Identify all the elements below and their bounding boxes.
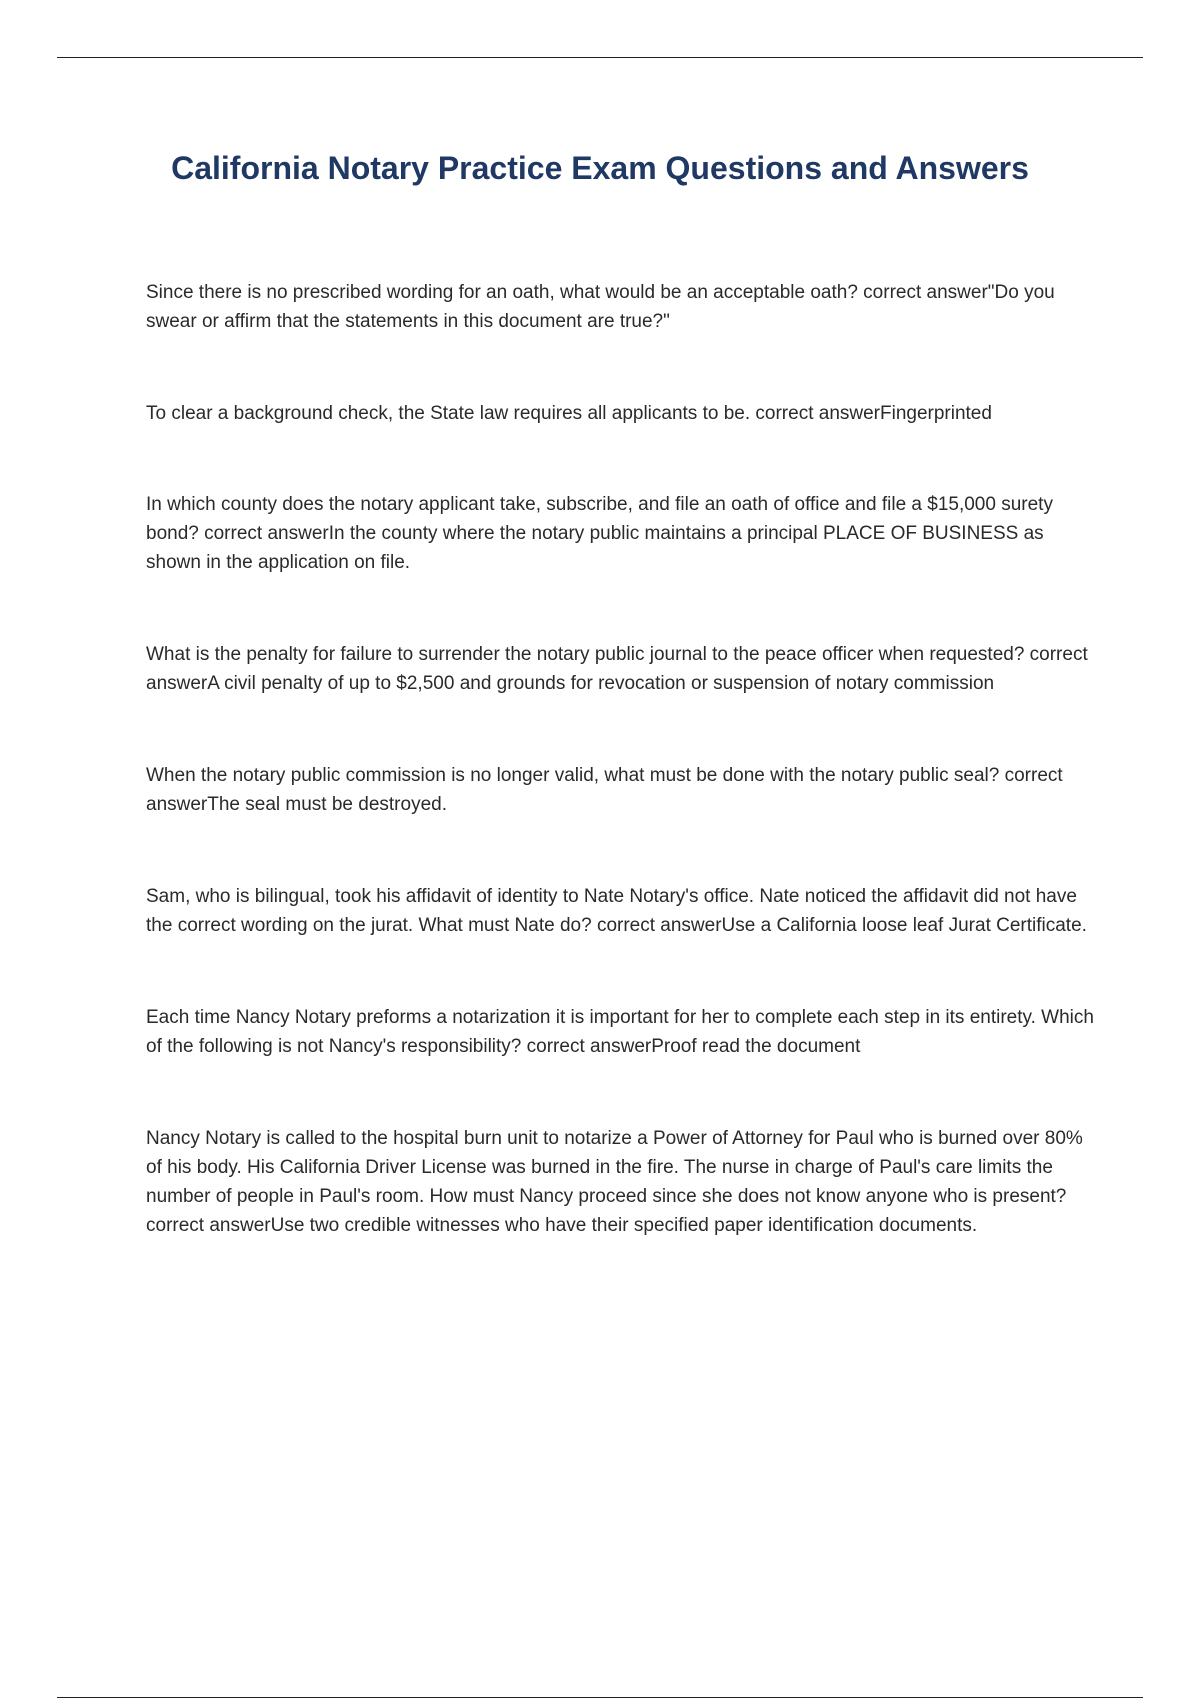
qa-item-1: Since there is no prescribed wording for an oath, what would be an acceptable oath? correct answer"Do you swear or affirm that the statements in this document are true?" <box>146 282 1055 332</box>
qa-item-2: To clear a background check, the State law requires all applicants to be. correct answerFingerprinted <box>146 403 992 424</box>
page-title: California Notary Practice Exam Questions and Answers <box>171 150 1029 186</box>
qa-item-6: Sam, who is bilingual, took his affidavit of identity to Nate Notary's office. Nate noticed the affidavit did not have the correct wording on the jurat. What must Nate do? correct answerUse a California loose leaf Jurat Certificate. <box>146 886 1087 936</box>
qa-item-7: Each time Nancy Notary preforms a notarization it is important for her to complete each step in its entirety. Which of the following is not Nancy's responsibility? correct answerProof read the document <box>146 1007 1094 1057</box>
qa-item-3: In which county does the notary applicant take, subscribe, and file an oath of office and file a $15,000 surety bond? correct answerIn the county where the notary public maintains a principal PLACE OF BUSINESS as shown in the application on file. <box>146 494 1053 573</box>
footer-rule <box>57 1697 1143 1698</box>
qa-item-4: What is the penalty for failure to surrender the notary public journal to the peace officer when requested? correct answerA civil penalty of up to $2,500 and grounds for revocation or suspension of notary commission <box>146 644 1088 694</box>
qa-item-5: When the notary public commission is no longer valid, what must be done with the notary public seal? correct answerThe seal must be destroyed. <box>146 765 1063 815</box>
qa-item-8: Nancy Notary is called to the hospital burn unit to notarize a Power of Attorney for Paul who is burned over 80% of his body. His California Driver License was burned in the fire. The nurse in charge of Paul's care limits the number of people in Paul's room. How must Nancy proceed since she does not know anyone who is present? correct answerUse two credible witnesses who have their specified paper identification documents. <box>146 1128 1083 1236</box>
qa-list <box>146 278 1096 1240</box>
header-rule <box>57 57 1143 58</box>
